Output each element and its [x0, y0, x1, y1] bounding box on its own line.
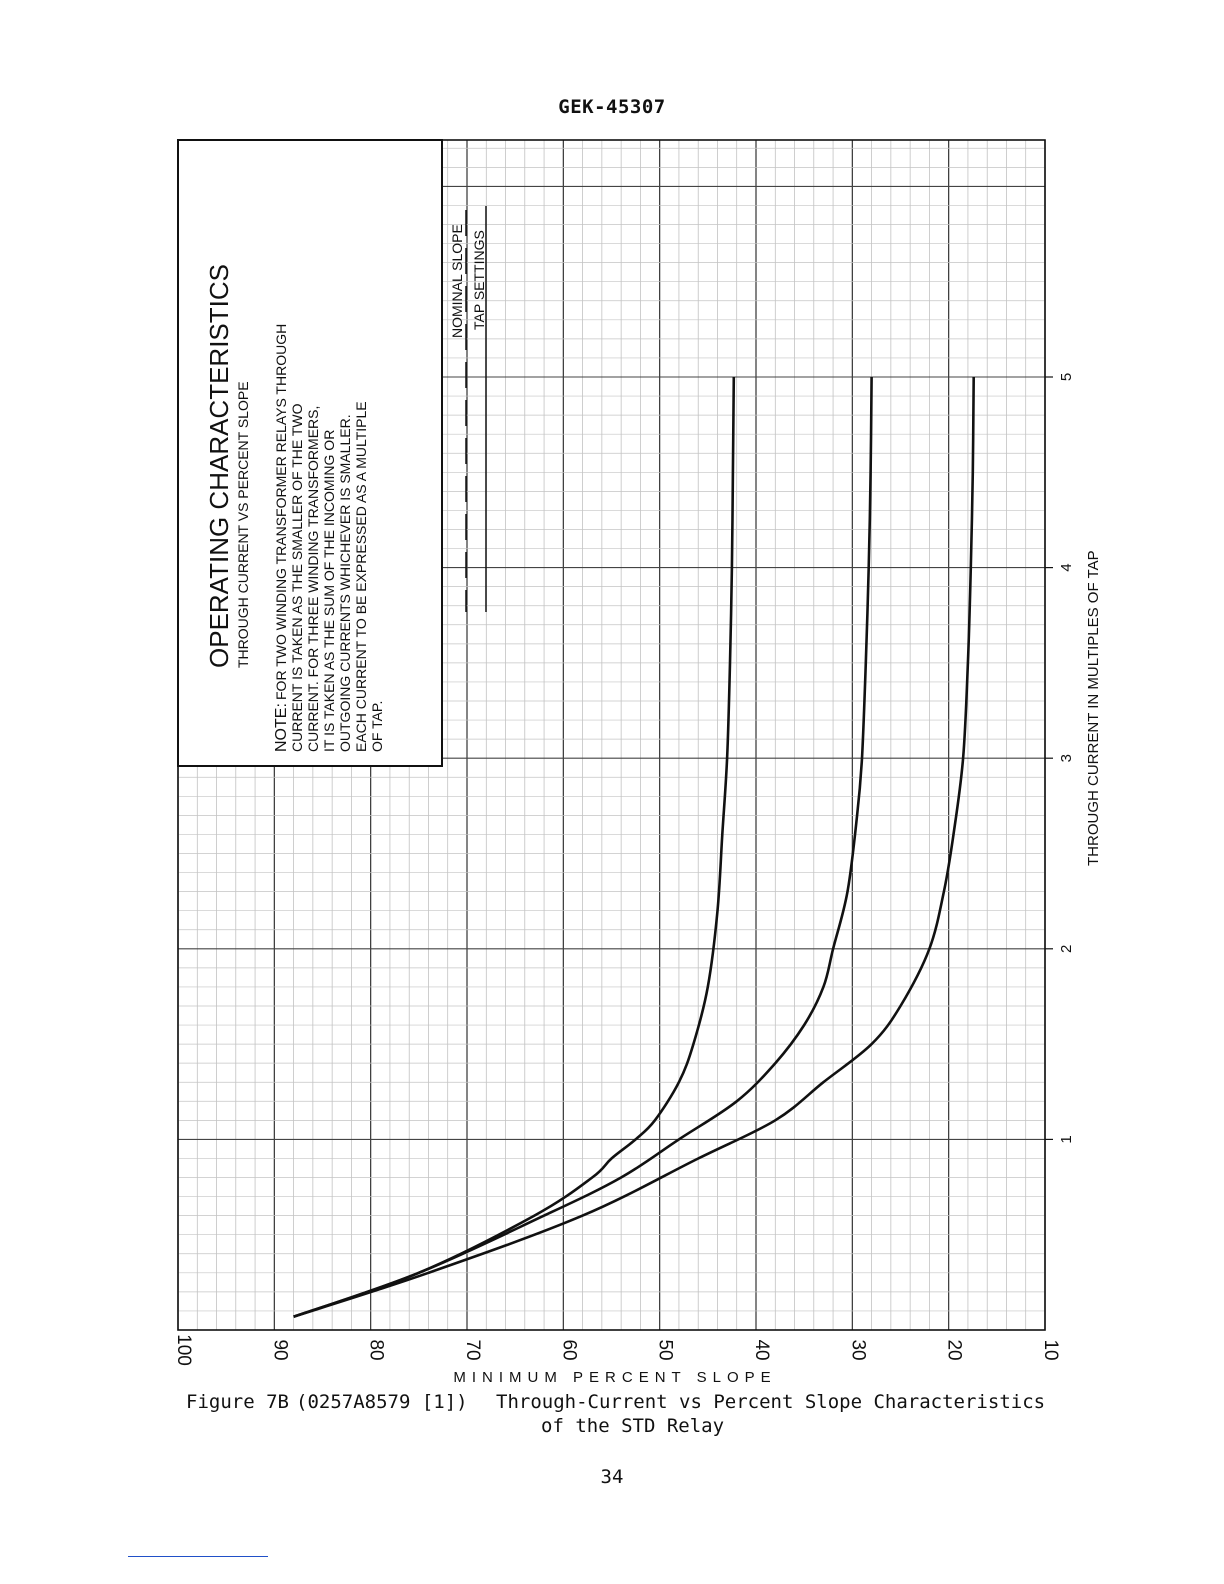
figure-caption	[186, 1390, 1086, 1438]
note-line: OF TAP.	[369, 700, 385, 752]
y-tick-label: 90	[269, 1339, 291, 1361]
figure-number: Figure 7B	[186, 1391, 289, 1413]
x-tick-label: 3	[1058, 754, 1075, 763]
page-number: 34	[600, 1466, 624, 1488]
y-axis-ticks	[173, 1334, 1061, 1366]
y-tick-label: 10	[1040, 1339, 1061, 1361]
document-id: GEK-45307	[558, 96, 666, 118]
note-line: CURRENT. FOR THREE WINDING TRANSFORMERS,	[305, 405, 321, 752]
x-axis-ticks	[1045, 373, 1075, 1144]
note-line: OUTGOING CURRENTS WHICHEVER IS SMALLER.	[337, 414, 353, 752]
note-line: EACH CURRENT TO BE EXPRESSED AS A MULTIPLE	[353, 401, 369, 752]
caption-title-line1: Through-Current vs Percent Slope Characteristics	[496, 1391, 1046, 1413]
chart-title: OPERATING CHARACTERISTICS	[204, 263, 234, 668]
footer-rule	[128, 1556, 268, 1557]
legend-tap-settings-label: TAP SETTINGS	[471, 230, 487, 330]
note-label: NOTE:	[273, 703, 290, 752]
x-tick-label: 2	[1058, 944, 1075, 953]
y-tick-label: 70	[462, 1339, 483, 1361]
chart-subtitle: THROUGH CURRENT VS PERCENT SLOPE	[235, 381, 251, 668]
y-tick-label: 40	[751, 1339, 772, 1361]
y-tick-label: 20	[943, 1339, 965, 1361]
y-tick-label: 60	[558, 1339, 580, 1361]
y-tick-label: 30	[847, 1339, 869, 1361]
legend	[449, 206, 487, 612]
y-tick-label: 80	[365, 1339, 387, 1361]
note-line: IT IS TAKEN AS THE SUM OF THE INCOMING OR	[321, 429, 337, 752]
note-box	[178, 140, 442, 766]
y-tick-label: 50	[654, 1339, 676, 1361]
y-tick-label: 100	[173, 1334, 194, 1366]
drawing-code: (0257A8579 [1])	[296, 1391, 468, 1413]
legend-nominal-slope-label: NOMINAL SLOPE	[449, 224, 465, 338]
note-line: CURRENT IS TAKEN AS THE SMALLER OF THE TWO	[289, 403, 305, 752]
x-tick-label: 4	[1058, 563, 1075, 572]
x-axis-label: THROUGH CURRENT IN MULTIPLES OF TAP	[1085, 550, 1102, 866]
note-line: FOR TWO WINDING TRANSFORMER RELAYS THROUGH	[273, 323, 289, 700]
x-tick-label: 5	[1058, 372, 1075, 382]
caption-title-line2: of the STD Relay	[541, 1415, 725, 1437]
x-tick-label: 1	[1058, 1135, 1075, 1144]
y-axis-label: MINIMUM PERCENT SLOPE	[453, 1369, 777, 1386]
